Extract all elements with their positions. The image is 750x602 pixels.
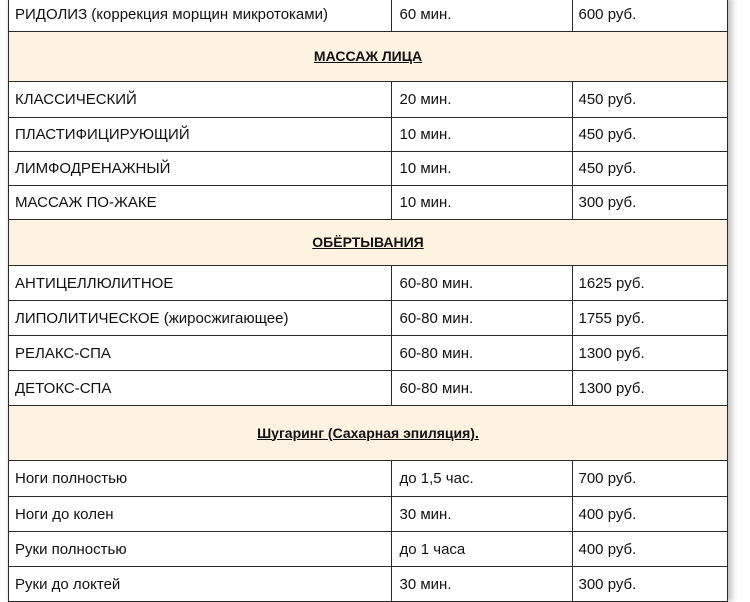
service-price: 450 руб.: [572, 151, 727, 185]
service-duration: 10 мин.: [391, 151, 572, 185]
table-row: [9, 335, 727, 370]
table-row: [9, 81, 727, 117]
service-name: АНТИЦЕЛЛЮЛИТНОЕ: [9, 265, 391, 300]
service-duration: до 1,5 час.: [391, 460, 572, 496]
service-price: 1625 руб.: [572, 265, 727, 300]
service-name: Ноги до колен: [9, 496, 391, 531]
service-name: Руки полностью: [9, 531, 391, 566]
service-name: Ноги полностью: [9, 460, 391, 496]
service-name: ЛИМФОДРЕНАЖНЫЙ: [9, 151, 391, 185]
section-title-face-massage: МАССАЖ ЛИЦА: [9, 31, 727, 81]
service-price: 700 руб.: [572, 460, 727, 496]
table-row: [9, 0, 727, 31]
service-name: ДЕТОКС-СПА: [9, 370, 391, 405]
service-name: РЕЛАКС-СПА: [9, 335, 391, 370]
section-header-row: [9, 31, 727, 81]
service-duration: 30 мин.: [391, 566, 572, 601]
service-price: 1300 руб.: [572, 370, 727, 405]
service-duration: 30 мин.: [391, 496, 572, 531]
service-name: МАССАЖ ПО-ЖАКЕ: [9, 185, 391, 219]
service-duration: 60-80 мин.: [391, 300, 572, 335]
section-title-sugaring: Шугаринг (Сахарная эпиляция).: [9, 405, 727, 460]
service-name: ЛИПОЛИТИЧЕСКОЕ (жиросжигающее): [9, 300, 391, 335]
price-list-sheet: [8, 0, 728, 602]
service-price: 450 руб.: [572, 81, 727, 117]
service-duration: 10 мин.: [391, 185, 572, 219]
service-name: Руки до локтей: [9, 566, 391, 601]
price-table: [9, 0, 727, 602]
service-price: 400 руб.: [572, 531, 727, 566]
section-header-row: [9, 405, 727, 460]
service-price: 1755 руб.: [572, 300, 727, 335]
service-price: 300 руб.: [572, 185, 727, 219]
service-name: КЛАССИЧЕСКИЙ: [9, 81, 391, 117]
section-header-row: [9, 219, 727, 265]
service-price: 1300 руб.: [572, 335, 727, 370]
service-name: ПЛАСТИФИЦИРУЮЩИЙ: [9, 117, 391, 151]
service-duration: 60-80 мин.: [391, 370, 572, 405]
service-price: 600 руб.: [572, 0, 727, 31]
table-row: [9, 151, 727, 185]
service-duration: 20 мин.: [391, 81, 572, 117]
service-price: 450 руб.: [572, 117, 727, 151]
service-duration: 60 мин.: [391, 0, 572, 31]
table-row: [9, 117, 727, 151]
table-row: [9, 300, 727, 335]
service-duration: 10 мин.: [391, 117, 572, 151]
table-row: [9, 531, 727, 566]
table-row: [9, 370, 727, 405]
table-row: [9, 496, 727, 531]
table-row: [9, 185, 727, 219]
service-price: 300 руб.: [572, 566, 727, 601]
table-row: [9, 566, 727, 601]
service-duration: 60-80 мин.: [391, 335, 572, 370]
table-row: [9, 265, 727, 300]
section-title-wraps: ОБЁРТЫВАНИЯ: [9, 219, 727, 265]
service-name: РИДОЛИЗ (коррекция морщин микротоками): [9, 0, 391, 31]
service-price: 400 руб.: [572, 496, 727, 531]
table-row: [9, 460, 727, 496]
service-duration: до 1 часа: [391, 531, 572, 566]
service-duration: 60-80 мин.: [391, 265, 572, 300]
